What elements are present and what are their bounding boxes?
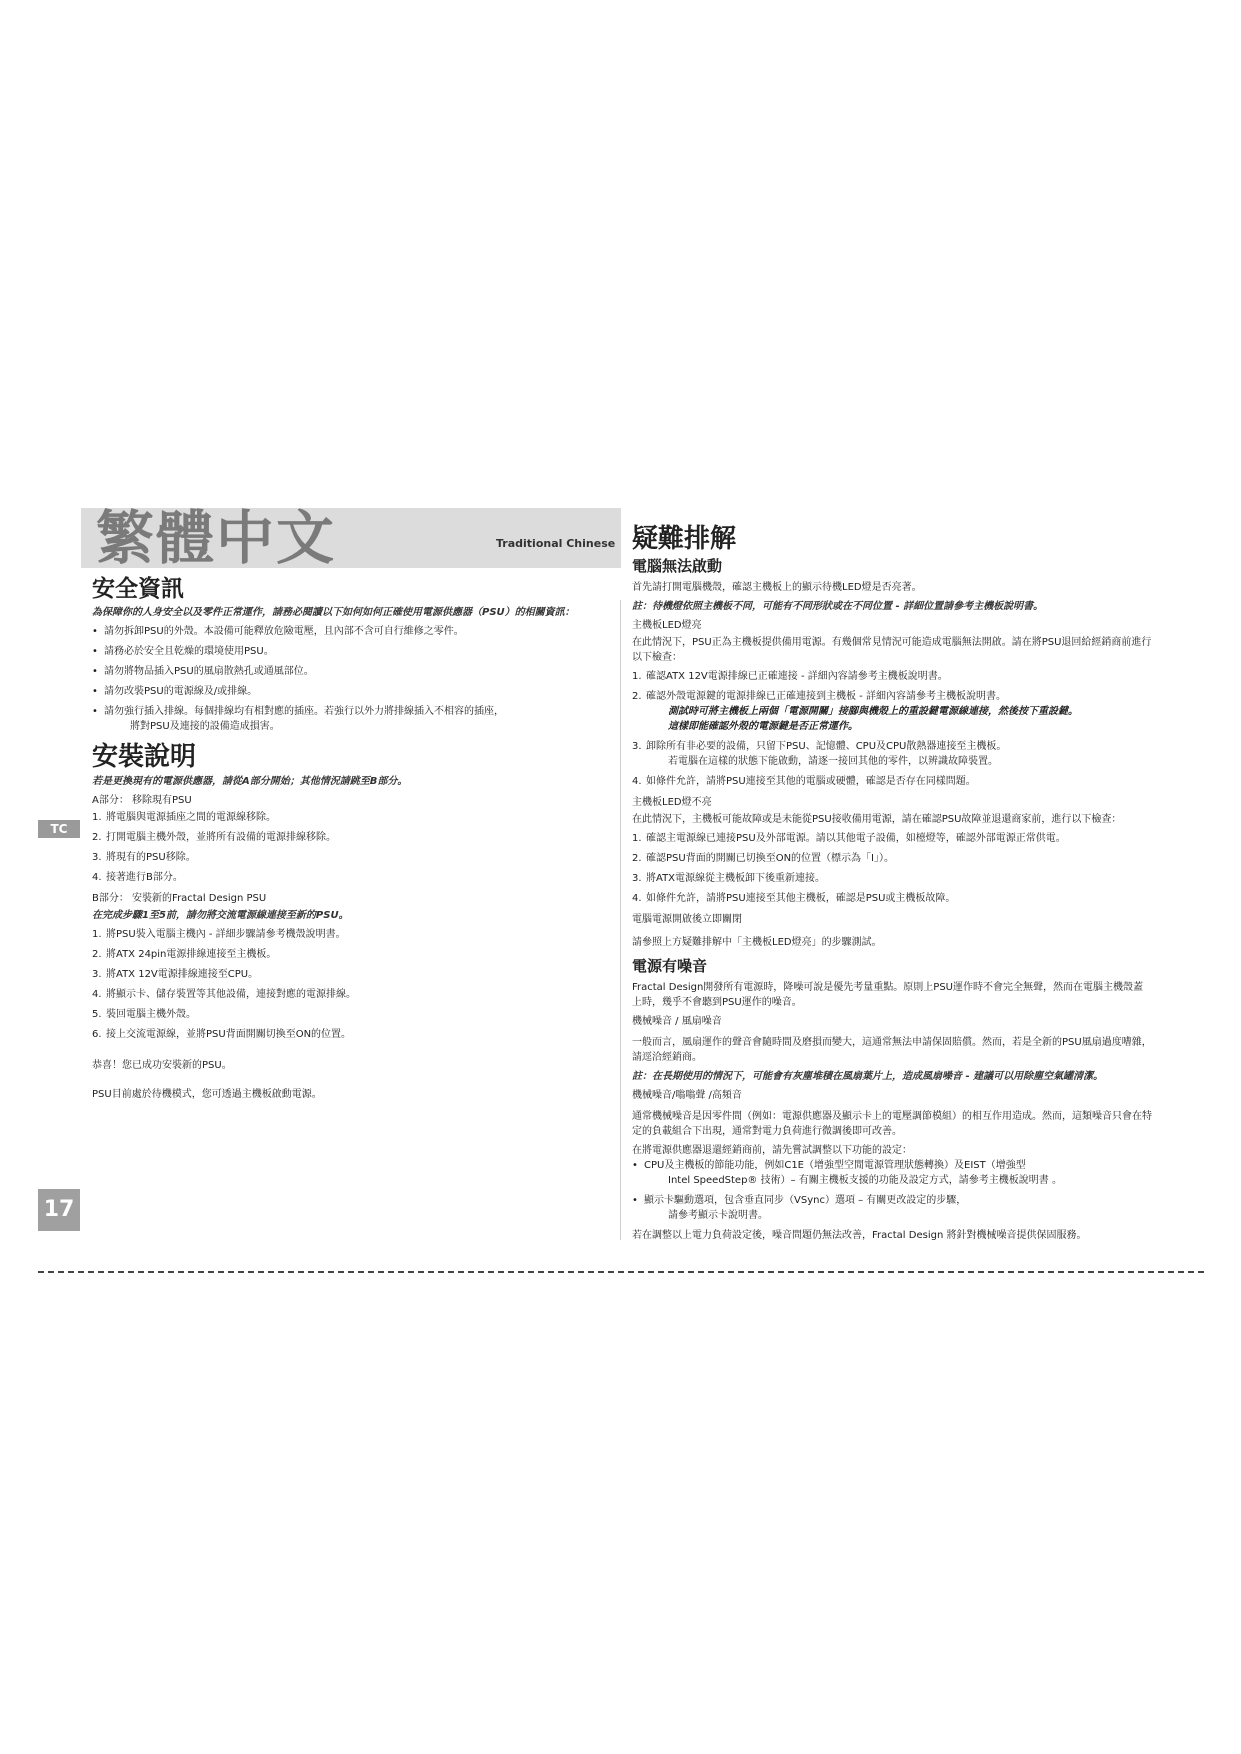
step-number: 4.: [92, 989, 102, 1000]
list-item: [632, 1158, 1152, 1188]
list-item: [92, 810, 602, 825]
step-number: 3.: [632, 873, 642, 884]
led-on-steps: [632, 669, 1152, 789]
list-item: [632, 851, 1152, 866]
step-text: 卸除所有非必要的設備，只留下PSU、記憶體、CPU及CPU散熱器連接至主機板。: [646, 741, 1007, 752]
list-item-text: 顯示卡驅動選項，包含垂直同步（VSync）選項 – 有關更改設定的步驟，: [644, 1195, 967, 1206]
noise-title: 電源有噪音: [632, 957, 708, 975]
step-text: 如條件允許，請將PSU連接至其他主機板，確認是PSU或主機板故障。: [646, 893, 956, 904]
list-item: [632, 1193, 1152, 1223]
led-on-title: 主機板LED燈亮: [632, 620, 702, 631]
list-item: [92, 850, 602, 865]
left-column: [92, 575, 602, 1106]
list-item: [632, 871, 1152, 886]
list-item: [632, 689, 1152, 734]
led-off-title: 主機板LED燈不亮: [632, 797, 712, 808]
step-number: 5.: [92, 1009, 102, 1020]
list-item: [92, 967, 602, 982]
step-subnote: 測試時可將主機板上兩個「電源開關」接腳與機殼上的重設鍵電源線連接，然後按下重設鍵。: [668, 706, 1078, 717]
page-number: 17: [38, 1189, 80, 1231]
step-number: 2.: [92, 832, 102, 843]
list-item: [92, 704, 602, 734]
step-number: 4.: [632, 893, 642, 904]
adjust-list: [632, 1158, 1152, 1223]
step-number: 1.: [92, 812, 102, 823]
install-intro: 若是更換現有的電源供應器，請從A部分開始；其他情況請跳至B部分。: [92, 776, 408, 787]
step-number: 3.: [632, 741, 642, 752]
list-item: [92, 987, 602, 1002]
step-text: 將現有的PSU移除。: [106, 852, 196, 863]
step-text: 確認PSU背面的開關已切換至ON的位置（標示為「I」）。: [646, 853, 894, 864]
troubleshooting-title: 疑難排解: [632, 524, 737, 554]
step-number: 2.: [92, 949, 102, 960]
step-subnote: 若電腦在這樣的狀態下能啟動，請逐一接回其他的零件，以辨識故障裝置。: [668, 756, 998, 767]
noise-intro: Fractal Design開發所有電源時，降噪可說是優先考量重點。原則上PSU運作時不會完全無聲，然而在電腦主機殼蓋上時，幾乎不會聽到PSU運作的噪音。: [632, 982, 1143, 1008]
list-item: [632, 669, 1152, 684]
step-number: 4.: [632, 776, 642, 787]
bottom-rule: [38, 1271, 1204, 1273]
step-text: 將ATX電源線從主機板卸下後重新連接。: [646, 873, 826, 884]
list-item: [92, 927, 602, 942]
step-number: 2.: [632, 853, 642, 864]
step-number: 3.: [92, 969, 102, 980]
list-item-text: 請勿強行插入排線。每個排線均有相對應的插座。若強行以外力將排線插入不相容的插座，: [104, 706, 504, 717]
step-number: 6.: [92, 1029, 102, 1040]
part-b-steps: [92, 927, 602, 1042]
part-b-title: B部分： 安裝新的Fractal Design PSU: [92, 893, 267, 904]
fan-noise-title: 機械噪音 / 風扇噪音: [632, 1016, 722, 1027]
part-a-title: A部分： 移除現有PSU: [92, 795, 192, 806]
step-text: 將ATX 24pin電源排線連接至主機板。: [106, 949, 277, 960]
step-number: 4.: [92, 872, 102, 883]
list-item: [632, 891, 1152, 906]
step-number: 2.: [632, 691, 642, 702]
step-text: 確認主電源線已連接PSU及外部電源。請以其他電子設備，如檯燈等，確認外部電源正常供電。: [646, 833, 1066, 844]
step-number: 1.: [92, 929, 102, 940]
step-subnote: 這樣即能確認外殼的電源鍵是否正常運作。: [668, 721, 858, 732]
step-number: 1.: [632, 833, 642, 844]
install-title: 安裝說明: [92, 742, 197, 772]
step-number: 1.: [632, 671, 642, 682]
step-text: 接上交流電源線，並將PSU背面開關切換至ON的位置。: [106, 1029, 352, 1040]
column-divider: [620, 600, 621, 1240]
standby-text: PSU目前處於待機模式，您可透過主機板啟動電源。: [92, 1089, 322, 1100]
part-b-note: 在完成步驟1至5前，請勿將交流電源線連接至新的PSU。: [92, 910, 349, 921]
list-item: [92, 830, 602, 845]
language-tab: TC: [38, 820, 80, 838]
closing-text: 若在調整以上電力負荷設定後，噪音問題仍無法改善，Fractal Design 將針對機械噪音提供保固服務。: [632, 1230, 1087, 1241]
led-off-steps: [632, 831, 1152, 906]
fan-noise-note: 註：在長期使用的情況下，可能會有灰塵堆積在風扇葉片上，造成風扇噪音 - 建議可以用除塵空氣罐清潔。: [632, 1071, 1104, 1082]
fan-noise-text: 一般而言，風扇運作的聲音會隨時間及磨損而變大，這通常無法申請保固賠償。然而，若是全新的PSU風扇過度嘈雜，請逕洽經銷商。: [632, 1037, 1152, 1063]
list-item-continuation: Intel SpeedStep® 技術）– 有關主機板支援的功能及設定方式，請參考主機板說明書 。: [668, 1175, 1062, 1186]
list-item: • 請勿拆卸PSU的外殼。本設備可能釋放危險電壓，且內部不含可自行維修之零件。: [92, 624, 602, 639]
safety-title: 安全資訊: [92, 576, 184, 602]
step-text: 將電腦與電源插座之間的電源線移除。: [106, 812, 276, 823]
list-item: [632, 831, 1152, 846]
no-start-note: 註：待機燈依照主機板不同，可能有不同形狀或在不同位置 - 詳細位置請參考主機板說明書。: [632, 601, 1044, 612]
safety-list: [92, 624, 602, 734]
list-item: [632, 774, 1152, 789]
part-a-steps: [92, 810, 602, 885]
power-cycle-text: 請參照上方疑難排解中「主機板LED燈亮」的步驟測試。: [632, 937, 882, 948]
step-text: 如條件允許，請將PSU連接至其他的電腦或硬體，確認是否存在同樣問題。: [646, 776, 976, 787]
step-number: 3.: [92, 852, 102, 863]
list-item: • 請勿改裝PSU的電源線及/或排線。: [92, 684, 602, 699]
led-on-text: 在此情況下，PSU正為主機板提供備用電源。有幾個常見情況可能造成電腦無法開啟。請在將PSU退回給經銷商前進行以下檢查：: [632, 637, 1152, 663]
list-item-text: CPU及主機板的節能功能，例如C1E（增強型空閒電源管理狀態轉換）及EIST（增強型: [644, 1160, 1026, 1171]
list-item-continuation: 請參考顯示卡說明書。: [668, 1210, 768, 1221]
right-column: [632, 524, 1152, 1247]
step-text: 確認外殼電源鍵的電源排線已正確連接到主機板 - 詳細內容請參考主機板說明書。: [646, 691, 1006, 702]
list-item: • 請勿將物品插入PSU的風扇散熱孔或通風部位。: [92, 664, 602, 679]
list-item: • 請務必於安全且乾燥的環境使用PSU。: [92, 644, 602, 659]
step-text: 將ATX 12V電源排線連接至CPU。: [106, 969, 259, 980]
step-text: 將顯示卡、儲存裝置等其他設備，連接對應的電源排線。: [106, 989, 356, 1000]
step-text: 確認ATX 12V電源排線已正確連接 - 詳細內容請參考主機板說明書。: [646, 671, 948, 682]
led-off-text: 在此情況下，主機板可能故障或是未能從PSU接收備用電源，請在確認PSU故障並退還商家前，進行以下檢查：: [632, 814, 1122, 825]
safety-intro: 為保障你的人身安全以及零件正常運作，請務必閱讀以下如何如何正確使用電源供應器（PSU）的相關資訊：: [92, 607, 575, 618]
list-item: [92, 870, 602, 885]
step-text: 將PSU裝入電腦主機內 - 詳細步驟請參考機殼說明書。: [106, 929, 346, 940]
coil-noise-title: 機械噪音/嗡嗡聲 /高頻音: [632, 1090, 742, 1101]
list-item: [92, 1027, 602, 1042]
step-text: 打開電腦主機外殼，並將所有設備的電源排線移除。: [106, 832, 336, 843]
list-item: [92, 947, 602, 962]
list-item: [632, 739, 1152, 769]
step-text: 接著進行B部分。: [106, 872, 183, 883]
list-item: [92, 1007, 602, 1022]
coil-noise-text: 通常機械噪音是因零件間（例如：電源供應器及顯示卡上的電壓調節模組）的相互作用造成。然而，這類噪音只會在特定的負載組合下出現，通常對電力負荷進行微調後即可改善。: [632, 1111, 1152, 1137]
language-title: 繁體中文: [96, 504, 337, 572]
power-cycle-title: 電腦電源開啟後立即關閉: [632, 914, 742, 925]
step-text: 裝回電腦主機外殼。: [106, 1009, 196, 1020]
list-item-continuation: 將對PSU及連接的設備造成損害。: [130, 721, 280, 732]
no-start-title: 電腦無法啟動: [632, 557, 723, 575]
language-subtitle: Traditional Chinese: [496, 537, 616, 550]
congrats-text: 恭喜！您已成功安裝新的PSU。: [92, 1060, 232, 1071]
adjust-intro: 在將電源供應器退還經銷商前，請先嘗試調整以下功能的設定：: [632, 1145, 912, 1156]
no-start-intro: 首先請打開電腦機殼，確認主機板上的顯示待機LED燈是否亮著。: [632, 582, 922, 593]
